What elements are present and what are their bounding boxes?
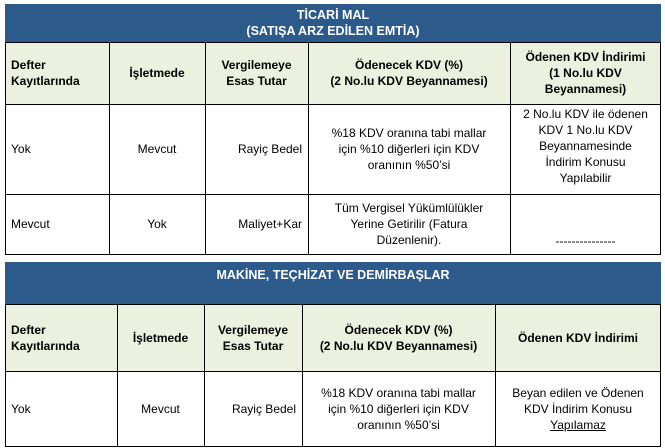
grid-line — [5, 42, 6, 254]
section1-subtitle: (SATIŞA ARZ EDİLEN EMTİA) — [246, 24, 420, 38]
grid-line — [205, 42, 206, 254]
table-cell-indirim: 2 No.lu KDV ile ödenen KDV 1 No.lu KDV Beyannamesinde İndirim Konusu Yapılabilir — [523, 107, 648, 185]
grid-line — [5, 304, 661, 305]
grid-line — [5, 371, 661, 372]
table-cell-vergilemeye: Rayiç Bedel — [237, 142, 302, 156]
grid-line — [5, 446, 661, 447]
table-cell-vergilemeye: Maliyet+Kar — [238, 217, 302, 231]
table-cell-isletmede: Mevcut — [137, 142, 177, 156]
grid-line — [495, 304, 496, 447]
grid-line — [5, 304, 6, 447]
table-cell-indirim: --------------- — [555, 234, 616, 248]
grid-line — [204, 304, 205, 447]
section1-header-defter: Defter Kayıtlarında — [11, 58, 80, 88]
section2-header-indirim: Ödenen KDV İndirimi — [517, 330, 638, 345]
grid-line — [5, 194, 661, 195]
section2-title: MAKİNE, TEÇHİZAT VE DEMİRBAŞLAR — [216, 268, 450, 282]
section2-header-vergilemeye: Vergilemeye Esas Tutar — [217, 322, 289, 353]
grid-line — [660, 42, 661, 254]
section2-header-odenecek: Ödenecek KDV (%) (2 No.lu KDV Beyannamesi) — [319, 322, 478, 353]
grid-line — [302, 304, 303, 447]
table-cell-defter: Yok — [11, 142, 31, 156]
section1-header-vergilemeye: Vergilemeye Esas Tutar — [221, 58, 292, 88]
section1-header-odenecek: Ödenecek KDV (%) (2 No.lu KDV Beyannamesi) — [330, 58, 488, 88]
section2-header-defter: Defter Kayıtlarında — [11, 322, 80, 353]
grid-line — [5, 254, 661, 255]
section1-title-band — [5, 4, 661, 42]
grid-line — [308, 42, 309, 254]
grid-line — [5, 104, 661, 105]
grid-line — [109, 42, 110, 254]
section2-header-isletmede: İşletmede — [132, 330, 189, 345]
grid-line — [117, 304, 118, 447]
table-cell-odenecek: Tüm Vergisel Yükümlülükler Yerine Getirilir (Fatura Düzenlenir). — [334, 201, 484, 247]
table-cell-isletmede: Yok — [147, 217, 167, 231]
grid-line — [510, 42, 511, 254]
grid-line — [660, 304, 661, 447]
table-cell-odenecek: %18 KDV oranına tabi mallar için %10 diğerleri için KDV oranının %50’si — [331, 126, 487, 172]
grid-line — [5, 42, 661, 43]
table-cell-odenecek: %18 KDV oranına tabi mallar için %10 diğerleri için KDV oranının %50’si — [321, 385, 476, 432]
section1-title: TİCARİ MAL — [296, 8, 370, 22]
section1-header-isletmede: İşletmede — [129, 66, 185, 80]
section1-header-indirim: Ödenen KDV İndirimi (1 No.lu KDV Beyannamesi) — [525, 50, 646, 96]
table-cell-defter: Yok — [11, 401, 31, 416]
table-cell-vergilemeye: Rayiç Bedel — [231, 401, 296, 416]
table-cell-isletmede: Mevcut — [141, 401, 180, 416]
section2-title-band — [5, 262, 661, 304]
table-cell-indirim: Beyan edilen ve Ödenen KDV İndirim Konusu Yapılamaz — [512, 385, 644, 432]
table-cell-defter: Mevcut — [11, 217, 50, 231]
